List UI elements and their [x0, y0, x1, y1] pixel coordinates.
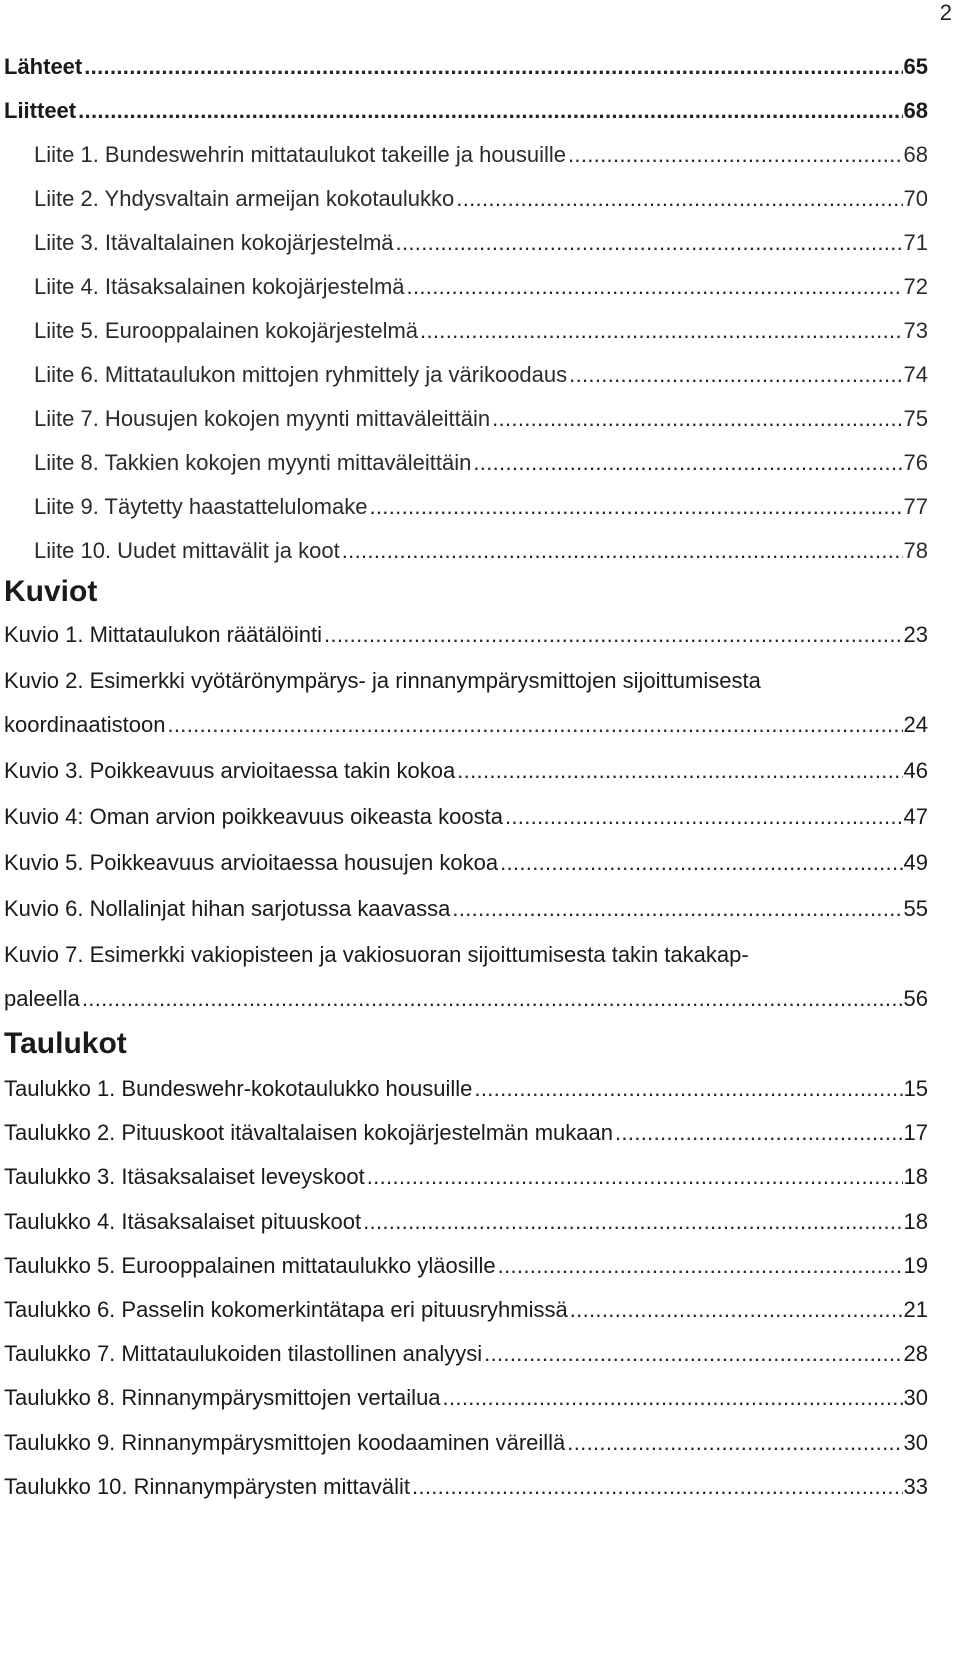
- leader-dots: [167, 712, 902, 738]
- toc-entry-page: 46: [903, 758, 928, 783]
- toc-entry[interactable]: [4, 850, 928, 876]
- toc-entry-page: 55: [903, 896, 928, 921]
- leader-dots: [452, 896, 902, 922]
- leader-dots: [457, 758, 902, 784]
- leader-dots: [492, 406, 902, 432]
- leader-dots: [443, 1385, 903, 1411]
- toc-entry-title: Taulukko 2. Pituuskoot itävaltalaisen kokojärjestelmän mukaan: [4, 1120, 613, 1146]
- leader-dots: [82, 986, 903, 1012]
- toc-entry[interactable]: [4, 986, 928, 1012]
- page-number: 2: [939, 0, 952, 25]
- toc-entry-page: 28: [903, 1341, 928, 1367]
- toc-entry-title: Liite 3. Itävaltalainen kokojärjestelmä: [34, 230, 394, 255]
- toc-entry-page: 72: [903, 274, 928, 299]
- toc-entry-title: Kuvio 5. Poikkeavuus arvioitaessa housujen kokoa: [4, 850, 499, 875]
- leader-dots: [456, 186, 902, 212]
- leader-dots: [412, 1474, 903, 1500]
- toc-entry[interactable]: [4, 1297, 928, 1323]
- leader-dots: [420, 318, 903, 344]
- toc-entry-page: 19: [903, 1252, 928, 1278]
- toc-entry-title: paleella: [4, 986, 80, 1011]
- leader-dots: [615, 1120, 903, 1146]
- leader-dots: [498, 1253, 903, 1279]
- toc-entry[interactable]: [4, 186, 928, 212]
- toc-entry[interactable]: [4, 1076, 928, 1102]
- taulukot-list: [4, 1076, 928, 1500]
- kuviot-heading: Kuviot: [4, 575, 98, 608]
- toc-entry-page: 17: [903, 1120, 928, 1146]
- toc-entry-title: Liite 4. Itäsaksalainen kokojärjestelmä: [34, 274, 405, 299]
- leader-dots: [505, 804, 903, 830]
- toc-entry[interactable]: [4, 450, 928, 476]
- kuviot-list: [4, 622, 928, 1012]
- toc-entry-page: 21: [903, 1296, 928, 1322]
- leader-dots: [569, 362, 902, 388]
- toc-entry-title: Kuvio 3. Poikkeavuus arvioitaessa takin kokoa: [4, 758, 456, 783]
- leader-dots: [363, 1209, 902, 1235]
- toc-entry-page: 74: [903, 362, 928, 387]
- toc-entry-title: Liitteet: [4, 98, 77, 123]
- toc-entry-title: Taulukko 10. Rinnanympärysten mittavälit: [4, 1473, 410, 1499]
- toc-entry-title: Taulukko 6. Passelin kokomerkintätapa eri pituusryhmissä: [4, 1296, 568, 1322]
- liitteet-list: [4, 142, 928, 564]
- toc-entry[interactable]: [4, 896, 928, 922]
- toc-entry-page: 71: [903, 230, 928, 255]
- toc-entry[interactable]: [4, 1164, 928, 1190]
- toc-entry[interactable]: [4, 406, 928, 432]
- toc-entry-liitteet[interactable]: [4, 98, 928, 130]
- leader-dots: [324, 622, 903, 648]
- leader-dots: [78, 98, 902, 124]
- toc-entry-page: 78: [903, 538, 928, 563]
- toc-entry-page: 30: [903, 1385, 928, 1411]
- toc-entry[interactable]: [4, 274, 928, 300]
- toc-entry-title: Lähteet: [4, 54, 83, 79]
- toc-entry-page: 76: [903, 450, 928, 475]
- toc-entry-title: Kuvio 1. Mittataulukon räätälöinti: [4, 622, 322, 647]
- toc-entry-page: 15: [903, 1076, 928, 1101]
- leader-dots: [407, 274, 903, 300]
- toc-entry-page: 56: [903, 986, 928, 1011]
- toc-entry-title: Liite 7. Housujen kokojen myynti mittaväleittäin: [34, 406, 491, 431]
- toc-entry-title: Liite 6. Mittataulukon mittojen ryhmittely ja värikoodaus: [34, 362, 568, 387]
- toc-entry-page: 30: [903, 1429, 928, 1455]
- leader-dots: [342, 538, 903, 564]
- toc-entry-first-line: Kuvio 7. Esimerkki vakiopisteen ja vakiosuoran sijoittumisesta takin takakap-: [4, 942, 749, 967]
- leader-dots: [474, 1076, 902, 1102]
- toc-entry-page: 24: [903, 712, 928, 737]
- toc-entry-page: 73: [903, 318, 928, 343]
- toc-entry-lahteet[interactable]: [4, 54, 928, 86]
- toc-entry[interactable]: [4, 230, 928, 256]
- toc-entry[interactable]: [4, 712, 928, 738]
- toc-entry[interactable]: [4, 318, 928, 344]
- leader-dots: [369, 494, 902, 520]
- leader-dots: [568, 142, 903, 168]
- toc-entry-title: Liite 9. Täytetty haastattelulomake: [34, 494, 368, 519]
- toc-entry[interactable]: [4, 1341, 928, 1367]
- kuviot-section: [4, 574, 928, 1012]
- toc-entry-page: 65: [903, 54, 928, 79]
- leader-dots: [484, 1341, 902, 1367]
- taulukot-section: [4, 1026, 928, 1500]
- leader-dots: [473, 450, 902, 476]
- toc-entry-title: Taulukko 8. Rinnanympärysmittojen vertailua: [4, 1385, 441, 1411]
- toc-entry-title: Liite 5. Eurooppalainen kokojärjestelmä: [34, 318, 419, 343]
- toc-entry-page: 68: [903, 98, 928, 123]
- toc-entry-title: Taulukko 3. Itäsaksalaiset leveyskoot: [4, 1164, 365, 1190]
- toc-entry-page: 18: [903, 1208, 928, 1234]
- toc-entry[interactable]: [4, 142, 928, 168]
- leader-dots: [84, 54, 902, 80]
- toc-entry-title: Kuvio 4: Oman arvion poikkeavuus oikeasta koosta: [4, 804, 503, 829]
- toc-entry-page: 18: [903, 1164, 928, 1190]
- toc-entry[interactable]: [4, 622, 928, 648]
- toc-entry[interactable]: [4, 1253, 928, 1279]
- toc-entry-page: 47: [903, 804, 928, 829]
- leader-dots: [570, 1297, 903, 1323]
- toc-entry[interactable]: [4, 538, 928, 564]
- toc-entry-page: 33: [903, 1473, 928, 1499]
- toc-entry-title: Taulukko 9. Rinnanympärysmittojen koodaaminen väreillä: [4, 1429, 566, 1455]
- toc-entry-page: 75: [903, 406, 928, 431]
- toc-entry[interactable]: [4, 1430, 928, 1456]
- toc-entry-title: Liite 2. Yhdysvaltain armeijan kokotaulukko: [34, 186, 455, 211]
- toc-entry[interactable]: [4, 362, 928, 388]
- taulukot-heading: Taulukot: [4, 1027, 127, 1060]
- toc-entry-title: Kuvio 6. Nollalinjat hihan sarjotussa kaavassa: [4, 896, 451, 921]
- toc-entry-title: Taulukko 5. Eurooppalainen mittataulukko yläosille: [4, 1252, 496, 1278]
- toc-entry-page: 49: [903, 850, 928, 875]
- leader-dots: [500, 850, 902, 876]
- toc-entry[interactable]: [4, 758, 928, 784]
- toc-entry-title: Liite 10. Uudet mittavälit ja koot: [34, 538, 340, 563]
- toc-entry-title: Taulukko 4. Itäsaksalaiset pituuskoot: [4, 1208, 362, 1234]
- toc-entry-title: Taulukko 1. Bundeswehr-kokotaulukko housuille: [4, 1076, 473, 1101]
- toc-entry[interactable]: [4, 1474, 928, 1500]
- toc-entry[interactable]: [4, 494, 928, 520]
- leader-dots: [567, 1430, 902, 1456]
- toc-entry[interactable]: [4, 804, 928, 830]
- toc-entry-first-line: Kuvio 2. Esimerkki vyötärönympärys- ja rinnanympärysmittojen sijoittumisesta: [4, 668, 761, 693]
- toc-entry[interactable]: [4, 1209, 928, 1235]
- leader-dots: [396, 230, 903, 256]
- leader-dots: [367, 1164, 903, 1190]
- toc-entry[interactable]: [4, 1120, 928, 1146]
- toc-entry-page: 68: [903, 142, 928, 167]
- toc-entry-title: Liite 1. Bundeswehrin mittataulukot takeille ja housuille: [34, 142, 566, 167]
- toc-entry[interactable]: [4, 1385, 928, 1411]
- toc-entry-page: 23: [903, 622, 928, 647]
- toc-entry-title: Liite 8. Takkien kokojen myynti mittaväleittäin: [34, 450, 472, 475]
- toc-entry-title: Taulukko 7. Mittataulukoiden tilastollinen analyysi: [4, 1341, 483, 1367]
- toc-entry-title: koordinaatistoon: [4, 712, 166, 737]
- toc-entry-page: 77: [903, 494, 928, 519]
- table-of-contents: [4, 54, 928, 1500]
- toc-entry-page: 70: [903, 186, 928, 211]
